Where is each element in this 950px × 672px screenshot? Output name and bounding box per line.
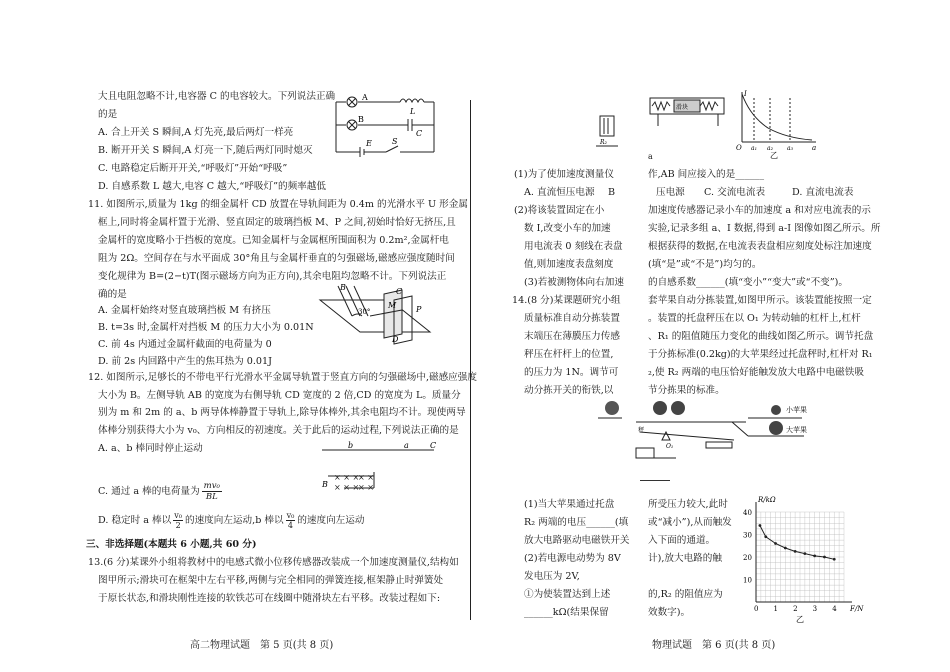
q10-line2: 的是	[98, 109, 118, 120]
q12-option-d-fraction1	[173, 511, 183, 530]
data-point	[823, 556, 826, 559]
q11-fig-label-d: D	[392, 335, 399, 344]
q14b-right-line-1: 所受压力较大,此时	[648, 499, 728, 510]
mid-slider-figure	[596, 108, 618, 150]
q14b-right-line-3: 入下面的通道。	[648, 535, 716, 546]
x-tick-label: 2	[793, 605, 798, 613]
a-i-graph-figure	[734, 88, 820, 160]
a-i-graph-label-a1: a₁	[751, 145, 757, 152]
q13-option-a: A. 直流恒压电源	[524, 187, 595, 198]
mid-label-r2: R₂	[600, 139, 607, 146]
q13-sub-2d: 值,则加速度表盘刻度	[524, 259, 614, 270]
q12-option-c-numerator: mv₀	[203, 481, 220, 491]
q14-line-2: 质量标准自动分拣装置	[524, 313, 620, 324]
q11-option-b: B. t=3s 时,金属杆对挡板 M 的压力大小为 0.01N	[98, 322, 314, 333]
q10-fig-label-a: A	[362, 93, 368, 102]
data-point	[784, 547, 787, 550]
data-point	[833, 558, 836, 561]
q14-right-line-3: 、R₁ 的阻值随压力变化的曲线如图乙所示。调节托盘	[648, 331, 874, 342]
q13-sub-1: (1)为了使加速度测量仪	[514, 169, 614, 180]
q13-sub-2c: 用电流表 0 刻线在表盘	[524, 241, 623, 252]
data-point	[759, 524, 762, 527]
q14-line-5: 的压力为 1N。调节可	[524, 367, 619, 378]
apple-sorter-label-scale: 秤	[638, 427, 645, 434]
q11-fig-label-p: P	[416, 305, 422, 314]
q10-fig-label-b: B	[358, 115, 364, 124]
q14b-right-line-7: 效数字)。	[648, 607, 691, 618]
right-mark-a: a	[648, 152, 653, 161]
q14b-line-2: R₂ 两端的电压______(填	[524, 517, 629, 528]
series-line	[760, 526, 834, 560]
q14b-line-7: ______kΩ(结果保留	[524, 607, 609, 618]
apple-sorter-figure	[636, 396, 836, 474]
q12-fig-label-b-field: B	[322, 480, 328, 489]
q11-line-6: 确的是	[98, 289, 127, 300]
column-divider	[470, 100, 471, 620]
q10-fig-label-e: E	[366, 139, 372, 148]
q12-line-1: 12. 如图所示,足够长的不带电平行光滑水平金属导轨置于竖直方向的匀强磁场中,磁感应强度	[88, 372, 477, 383]
q14b-line-4: (2)若电源电动势为 8V	[524, 553, 621, 564]
q12-line-3: 别为 m 和 2m 的 a、b 两导体棒静置于导轨上,除导体棒外,其余电阻均不计。现使两导	[98, 407, 466, 418]
q13-sub-2a: (2)将该装置固定在小	[514, 205, 605, 216]
q13-option-d: D. 直流电流表	[792, 187, 854, 198]
q13-option-c-prefix: 压电源	[656, 187, 685, 198]
x-tick-label: 4	[832, 605, 837, 613]
q10-fig-label-l: L	[410, 107, 416, 116]
a-i-graph-label-a3: a₃	[787, 145, 793, 152]
q11-fig-label-angle: 30°	[358, 308, 371, 316]
data-point	[764, 535, 767, 538]
q12-option-d-fraction2-den: 4	[287, 521, 293, 530]
y-tick-label: 10	[743, 576, 752, 585]
q11-option-d: D. 前 2s 内回路中产生的焦耳热为 0.01J	[98, 356, 272, 367]
q12-rail-figure	[322, 440, 440, 496]
y-tick-label: 20	[743, 554, 752, 562]
svg-text:× × ×: × × ×	[334, 473, 360, 482]
a-i-graph-label-a2: a₂	[767, 145, 773, 152]
svg-text:× ×: × ×	[358, 473, 374, 482]
q11-line-5: 变化规律为 B=(2−t)T(图示磁场方向为正方向),其余电阻均忽略不计。下列说法正	[98, 271, 447, 282]
svg-text:× ×: × ×	[358, 483, 374, 492]
q11-line-4: 阻为 2Ω。空间存在与水平面成 30°角且与金属杆垂直的匀强磁场,磁感应强度随时间	[98, 253, 455, 264]
q14-right-line-1: 套苹果自动分拣装置,如图甲所示。该装置能按照一定	[648, 295, 872, 306]
mid-wire-mark	[640, 480, 670, 481]
q13-right-line-4: (填“是”或“不是”)均匀的。	[648, 259, 762, 270]
q14-line-6: 动分拣开关的衔铁,以	[524, 385, 614, 396]
q14-line-4: 秤压在杆杆上的位置,	[524, 349, 614, 360]
q10-option-b: B. 断开开关 S 瞬间,A 灯亮一下,随后两灯同时熄灭	[98, 145, 313, 156]
q11-fig-label-b: B	[340, 283, 346, 292]
chart-caption: 乙	[796, 615, 804, 624]
q13-sub-3: (3)若被测物体向右加速	[524, 277, 624, 288]
q14b-right-line-2: 或“减小”),从而触发	[648, 517, 732, 528]
q14b-line-6: ①为使装置达到上述	[524, 589, 611, 600]
y-tick-label: 30	[743, 531, 752, 540]
right-slider-figure	[648, 92, 728, 132]
r-f-chart	[740, 490, 864, 626]
svg-text:× × ×: × × ×	[334, 483, 360, 492]
x-tick-label: 3	[812, 605, 818, 613]
q12-option-d-text1: D. 稳定时 a 棒以	[98, 515, 172, 526]
q12-option-d-fraction1-num: v₀	[174, 511, 182, 520]
q14b-line-3: 放大电路驱动电磁铁开关	[524, 535, 630, 546]
data-point	[774, 542, 777, 545]
y-axis-label: R/kΩ	[758, 496, 776, 504]
q13-line-2: 图甲所示;滑块可在框架中左右平移,两侧与完全相同的弹簧连接,框架静止时弹簧处	[98, 575, 444, 586]
q11-fig-label-m: M	[388, 301, 397, 310]
q14-line-1: 14.(8 分)某课题研究小组	[512, 295, 621, 306]
q12-option-c	[98, 481, 222, 502]
q11-option-c: C. 前 4s 内通过金属杆截面的电荷量为 0	[98, 339, 272, 350]
q12-option-d-text2: 的速度向左运动,b 棒以	[184, 515, 284, 526]
q12-fig-label-b-rod: b	[348, 441, 354, 450]
data-point	[794, 550, 797, 553]
q11-option-a: A. 金属杆始终对竖直玻璃挡板 M 有挤压	[98, 305, 271, 316]
q14-line-3: 末端压在薄膜压力传感	[524, 331, 620, 342]
q14-right-line-5: ₂,使 R₂ 两端的电压恰好能触发放大电路中电磁铁吸	[648, 367, 864, 378]
a-i-graph-caption: 乙	[770, 151, 778, 160]
q12-option-d-fraction1-den: 2	[175, 521, 181, 530]
q12-option-c-denominator: BL	[205, 492, 218, 502]
q10-fig-label-s: S	[392, 137, 398, 146]
q13-option-b: B	[608, 187, 616, 198]
x-tick-label: 1	[773, 605, 779, 613]
q10-fig-label-c: C	[416, 129, 423, 138]
apple-sorter-label-small: 小苹果	[786, 406, 807, 414]
q10-option-d: D. 自感系数 L 越大,电容 C 越大,“呼吸灯”的频率越低	[98, 181, 326, 192]
q14-right-line-4: 于分拣标准(0.2kg)的大苹果经过托盘秤时,杠杆对 R₁	[648, 349, 873, 360]
q10-option-c: C. 电路稳定后断开开关,“呼吸灯”开始“呼吸”	[98, 163, 288, 174]
q14b-right-line-4: 计),放大电路的触	[648, 553, 722, 564]
q12-fig-label-a-rod: a	[404, 441, 409, 450]
q13-right-line-2: 实验,记录多组 a、I 数据,得到 a-I 图像如图乙所示。所	[648, 223, 881, 234]
q13-right-line-6: 的自感系数______(填“变小”“变大”或“不变”)。	[648, 277, 849, 288]
q11-line-2: 框上,同时将金属杆置于光滑、竖直固定的玻璃挡板 M、P 之间,初始时恰好无挤压,且	[98, 217, 456, 228]
q14b-right-line-6: 的,R₂ 的阻值应为	[648, 589, 723, 600]
apple-sorter-label-o1: O₁	[666, 443, 674, 450]
q12-option-d-fraction2-num: v₀	[286, 511, 295, 520]
q14b-line-5: 发电压为 2V,	[524, 571, 580, 582]
q13-tail: 作,AB 间应接入的是______	[648, 169, 765, 180]
data-point	[813, 554, 816, 557]
q12-option-c-prefix: C. 通过 a 棒的电荷量为	[98, 486, 200, 497]
x-axis-label: F/N	[850, 605, 864, 613]
q10-circuit-figure	[330, 92, 440, 158]
y-tick-label: 40	[743, 509, 752, 517]
q14b-line-1: (1)当大苹果通过托盘	[524, 499, 615, 510]
a-i-graph-label-i: I	[744, 90, 747, 98]
q12-option-a: A. a、b 棒同时停止运动	[98, 443, 203, 454]
x-tick-label: 0	[754, 605, 759, 613]
right-page-footer: 物理试题 第 6 页(共 8 页)	[652, 640, 776, 651]
q13-line-1: 13.(6 分)某课外小组将教材中的电感式微小位移传感器改装成一个加速度测量仪,结构如	[88, 557, 459, 568]
a-i-graph-label-a: a	[812, 144, 817, 152]
q11-line-1: 11. 如图所示,质量为 1kg 的细金属杆 CD 放置在导轨间距为 0.4m 的光滑水平 U 形金属	[88, 199, 468, 210]
q12-option-d-text3: 的速度向左运动	[297, 515, 365, 526]
q13-right-line-3: 根据获得的数据,在电流表表盘相应刻度处标注加速度	[648, 241, 872, 252]
q13-right-line-1: 加速度传感器记录小车的加速度 a 和对应电流表的示	[648, 205, 871, 216]
q12-fig-label-c: C	[430, 441, 437, 450]
mid-apple-fragment	[598, 398, 622, 428]
q14-right-line-2: 。装置的托盘秤压在以 O₁ 为转动轴的杠杆上,杠杆	[648, 313, 861, 324]
q12-line-2: 大小为 B。左侧导轨 AB 的宽度为右侧导轨 CD 宽度的 2 倍,CD 的宽度为 L。质量分	[98, 390, 461, 401]
section-3-heading: 三、非选择题(本题共 6 小题,共 60 分)	[86, 539, 257, 550]
q11-line-3: 金属杆的宽度略小于挡板的宽度。已知金属杆与金属框所围面积为 0.2m²,金属杆电	[98, 235, 449, 246]
q10-option-a: A. 合上开关 S 瞬间,A 灯先亮,最后两灯一样亮	[98, 127, 294, 138]
a-i-graph-label-o: O	[736, 144, 742, 152]
q12-line-4: 体棒分别获得大小为 v₀、方向相反的初速度。关于此后的运动过程,下列说法正确的是	[98, 425, 459, 436]
q13-line-3: 于原长状态,和滑块刚性连接的软铁芯可在线圈中随滑块左右平移。改装过程如下:	[98, 593, 441, 604]
q12-option-c-fraction	[202, 481, 222, 502]
left-page-footer: 高二物理试题 第 5 页(共 8 页)	[190, 640, 334, 651]
q10-line1: 大且电阻忽略不计,电容器 C 的电容较大。下列说法正确	[98, 91, 336, 102]
q12-option-d	[98, 511, 364, 530]
q13-option-c: C. 交流电流表	[704, 187, 766, 198]
q14-right-line-6: 节分拣果的标准。	[648, 385, 725, 396]
q12-option-d-fraction2	[286, 511, 296, 530]
q11-fig-label-c: C	[396, 287, 403, 296]
right-label-slider: 滑块	[676, 104, 689, 111]
q11-rail-figure	[312, 282, 442, 344]
data-point	[803, 552, 806, 555]
apple-sorter-label-large: 大苹果	[786, 426, 807, 434]
q13-sub-2b: 数 I,改变小车的加速	[524, 223, 611, 234]
